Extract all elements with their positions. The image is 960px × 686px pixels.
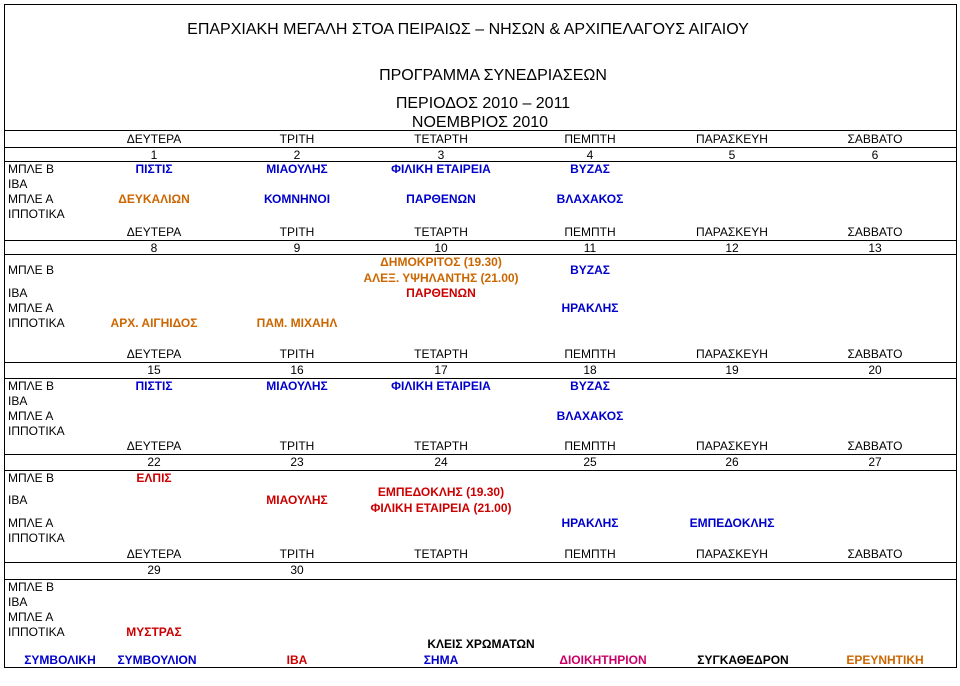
event-lodge: ΜΙΑΟΥΛΗΣ: [266, 162, 328, 176]
day-header: ΤΕΤΑΡΤΗ: [414, 225, 468, 239]
hall-label: ΙΠΠΟΤΙΚΑ: [8, 531, 65, 545]
day-header: ΠΕΜΠΤΗ: [564, 439, 616, 453]
event-lodge: ΕΜΠΕΔΟΚΛΗΣ (19.30): [377, 485, 505, 499]
hall-label: ΙΒΑ: [8, 394, 28, 408]
hall-label: ΜΠΛΕ Α: [8, 301, 54, 315]
legend-item: ΙΒΑ: [286, 653, 308, 667]
month-title: ΝΟΕΜΒΡΙΟΣ 2010: [411, 114, 549, 131]
day-header: ΠΑΡΑΣΚΕΥΗ: [696, 547, 768, 561]
event-lodge: ΠΙΣΤΙΣ: [135, 162, 173, 176]
event-lodge: ΒΥΖΑΣ: [570, 379, 610, 393]
hall-label: ΜΠΛΕ Α: [8, 192, 54, 206]
date-cell: 1: [150, 148, 158, 162]
date-cell: 19: [725, 363, 739, 377]
week-line: [4, 147, 956, 148]
day-header: ΤΡΙΤΗ: [279, 439, 315, 453]
day-header: ΠΕΜΠΤΗ: [564, 547, 616, 561]
event-lodge: ΦΙΛΙΚΗ ΕΤΑΙΡΕΙΑ: [391, 379, 491, 393]
week-line: [4, 579, 956, 580]
event-lodge: ΑΡΧ. ΑΙΓΗΙΔΟΣ: [110, 316, 198, 330]
week-line: [4, 240, 956, 241]
event-lodge: ΒΛΑΧΑΚΟΣ: [556, 409, 624, 423]
event-lodge: ΒΥΖΑΣ: [570, 263, 610, 277]
date-cell: 4: [586, 148, 594, 162]
event-lodge: ΒΥΖΑΣ: [570, 162, 610, 176]
day-header: ΤΡΙΤΗ: [279, 225, 315, 239]
date-cell: 15: [147, 363, 161, 377]
date-cell: 22: [147, 455, 161, 469]
day-header: ΣΑΒΒΑΤΟ: [847, 225, 903, 239]
day-header: ΔΕΥΤΕΡΑ: [126, 439, 182, 453]
hall-label: ΙΠΠΟΤΙΚΑ: [8, 316, 65, 330]
date-cell: 8: [150, 241, 158, 255]
event-lodge: ΠΑΡΘΕΝΩΝ: [406, 192, 476, 206]
hall-label: ΙΠΠΟΤΙΚΑ: [8, 625, 65, 639]
date-cell: 30: [290, 563, 304, 577]
event-lodge: ΗΡΑΚΛΗΣ: [561, 301, 619, 315]
date-cell: 6: [871, 148, 879, 162]
frame-header-bottom: [4, 130, 956, 131]
legend-title: ΚΛΕΙΣ ΧΡΩΜΑΤΩΝ: [427, 637, 535, 651]
hall-label: ΙΠΠΟΤΙΚΑ: [8, 424, 65, 438]
day-header: ΤΕΤΑΡΤΗ: [414, 439, 468, 453]
event-lodge: ΕΜΠΕΔΟΚΛΗΣ: [689, 516, 775, 530]
event-lodge: ΔΗΜΟΚΡΙΤΟΣ (19.30): [380, 255, 502, 269]
date-cell: 9: [293, 241, 301, 255]
date-cell: 12: [725, 241, 739, 255]
hall-label: ΙΒΑ: [8, 177, 28, 191]
hall-label: ΜΠΛΕ Α: [8, 516, 54, 530]
frame-top: [4, 4, 956, 5]
hall-label: ΙΒΑ: [8, 595, 28, 609]
date-cell: 29: [147, 563, 161, 577]
hall-label: ΜΠΛΕ Β: [8, 471, 55, 485]
legend-item: ΣΗΜΑ: [423, 653, 459, 667]
date-cell: 26: [725, 455, 739, 469]
date-cell: 10: [434, 241, 448, 255]
event-lodge: ΔΕΥΚΑΛΙΩΝ: [118, 192, 190, 206]
legend-item: ΔΙΟΙΚΗΤΗΡΙΟΝ: [559, 653, 647, 667]
hall-label: ΜΠΛΕ Β: [8, 379, 55, 393]
day-header: ΣΑΒΒΑΤΟ: [847, 347, 903, 361]
date-cell: 18: [583, 363, 597, 377]
day-header: ΠΕΜΠΤΗ: [564, 225, 616, 239]
day-header: ΠΕΜΠΤΗ: [564, 132, 616, 146]
event-lodge: ΜΥΣΤΡΑΣ: [126, 625, 182, 639]
date-cell: 16: [290, 363, 304, 377]
day-header: ΔΕΥΤΕΡΑ: [126, 225, 182, 239]
day-header: ΠΕΜΠΤΗ: [564, 347, 616, 361]
hall-label: ΜΠΛΕ Β: [8, 580, 55, 594]
program-title: ΠΡΟΓΡΑΜΜΑ ΣΥΝΕΔΡΙΑΣΕΩΝ: [379, 67, 607, 84]
day-header: ΤΡΙΤΗ: [279, 132, 315, 146]
day-header: ΤΕΤΑΡΤΗ: [414, 547, 468, 561]
event-lodge: ΕΛΠΙΣ: [136, 471, 172, 485]
hall-label: ΙΠΠΟΤΙΚΑ: [8, 207, 65, 221]
date-cell: 27: [868, 455, 882, 469]
day-header: ΣΑΒΒΑΤΟ: [847, 547, 903, 561]
date-cell: 17: [434, 363, 448, 377]
date-cell: 5: [728, 148, 736, 162]
day-header: ΤΡΙΤΗ: [279, 347, 315, 361]
date-cell: 24: [434, 455, 448, 469]
day-header: ΠΑΡΑΣΚΕΥΗ: [696, 132, 768, 146]
event-lodge: ΗΡΑΚΛΗΣ: [561, 516, 619, 530]
hall-label: ΜΠΛΕ Β: [8, 263, 55, 277]
frame-right: [956, 4, 957, 668]
day-header: ΣΑΒΒΑΤΟ: [847, 439, 903, 453]
legend-item: ΣΥΜΒΟΥΛΙΟΝ: [117, 653, 197, 667]
event-lodge: ΚΟΜΝΗΝΟΙ: [263, 192, 331, 206]
period-title: ΠΕΡΙΟΔΟΣ 2010 – 2011: [395, 95, 571, 112]
date-cell: 25: [583, 455, 597, 469]
day-header: ΣΑΒΒΑΤΟ: [847, 132, 903, 146]
date-cell: 11: [583, 241, 597, 255]
day-header: ΔΕΥΤΕΡΑ: [126, 132, 182, 146]
hall-label: ΜΠΛΕ Β: [8, 162, 55, 176]
event-lodge: ΑΛΕΞ. ΥΨΗΛΑΝΤΗΣ (21.00): [363, 271, 519, 285]
day-header: ΔΕΥΤΕΡΑ: [126, 347, 182, 361]
hall-label: ΜΠΛΕ Α: [8, 409, 54, 423]
event-lodge: ΠΑΡΘΕΝΩΝ: [406, 286, 476, 300]
event-lodge: ΦΙΛΙΚΗ ΕΤΑΙΡΕΙΑ (21.00): [370, 501, 512, 515]
event-lodge: ΜΙΑΟΥΛΗΣ: [266, 379, 328, 393]
event-lodge: ΒΛΑΧΑΚΟΣ: [556, 192, 624, 206]
date-cell: 2: [293, 148, 301, 162]
day-header: ΠΑΡΑΣΚΕΥΗ: [696, 347, 768, 361]
legend-item: ΣΥΓΚΑΘΕΔΡΟΝ: [697, 653, 789, 667]
day-header: ΤΕΤΑΡΤΗ: [414, 347, 468, 361]
date-cell: 3: [437, 148, 445, 162]
hall-label: ΜΠΛΕ Α: [8, 610, 54, 624]
date-cell: 20: [868, 363, 882, 377]
day-header: ΠΑΡΑΣΚΕΥΗ: [696, 225, 768, 239]
hall-label: ΙΒΑ: [8, 286, 28, 300]
frame-left: [4, 4, 5, 668]
event-lodge: ΠΙΣΤΙΣ: [135, 379, 173, 393]
frame-bottom: [4, 667, 956, 668]
event-lodge: ΠΑΜ. ΜΙΧΑΗΛ: [256, 316, 338, 330]
hall-label: ΙΒΑ: [8, 493, 28, 507]
org-title: ΕΠΑΡΧΙΑΚΗ ΜΕΓΑΛΗ ΣΤΟΑ ΠΕΙΡΑΙΩΣ – ΝΗΣΩΝ & ΑΡΧΙΠΕΛΑΓΟΥΣ ΑΙΓΑΙΟΥ: [187, 21, 749, 38]
day-header: ΔΕΥΤΕΡΑ: [126, 547, 182, 561]
date-cell: 13: [868, 241, 882, 255]
day-header: ΠΑΡΑΣΚΕΥΗ: [696, 439, 768, 453]
event-lodge: ΦΙΛΙΚΗ ΕΤΑΙΡΕΙΑ: [391, 162, 491, 176]
date-cell: 23: [290, 455, 304, 469]
legend-item: ΣΥΜΒΟΛΙΚΗ: [24, 653, 96, 667]
event-lodge: ΜΙΑΟΥΛΗΣ: [266, 493, 328, 507]
legend-item: ΕΡΕΥΝΗΤΙΚΗ: [846, 653, 924, 667]
day-header: ΤΡΙΤΗ: [279, 547, 315, 561]
day-header: ΤΕΤΑΡΤΗ: [414, 132, 468, 146]
